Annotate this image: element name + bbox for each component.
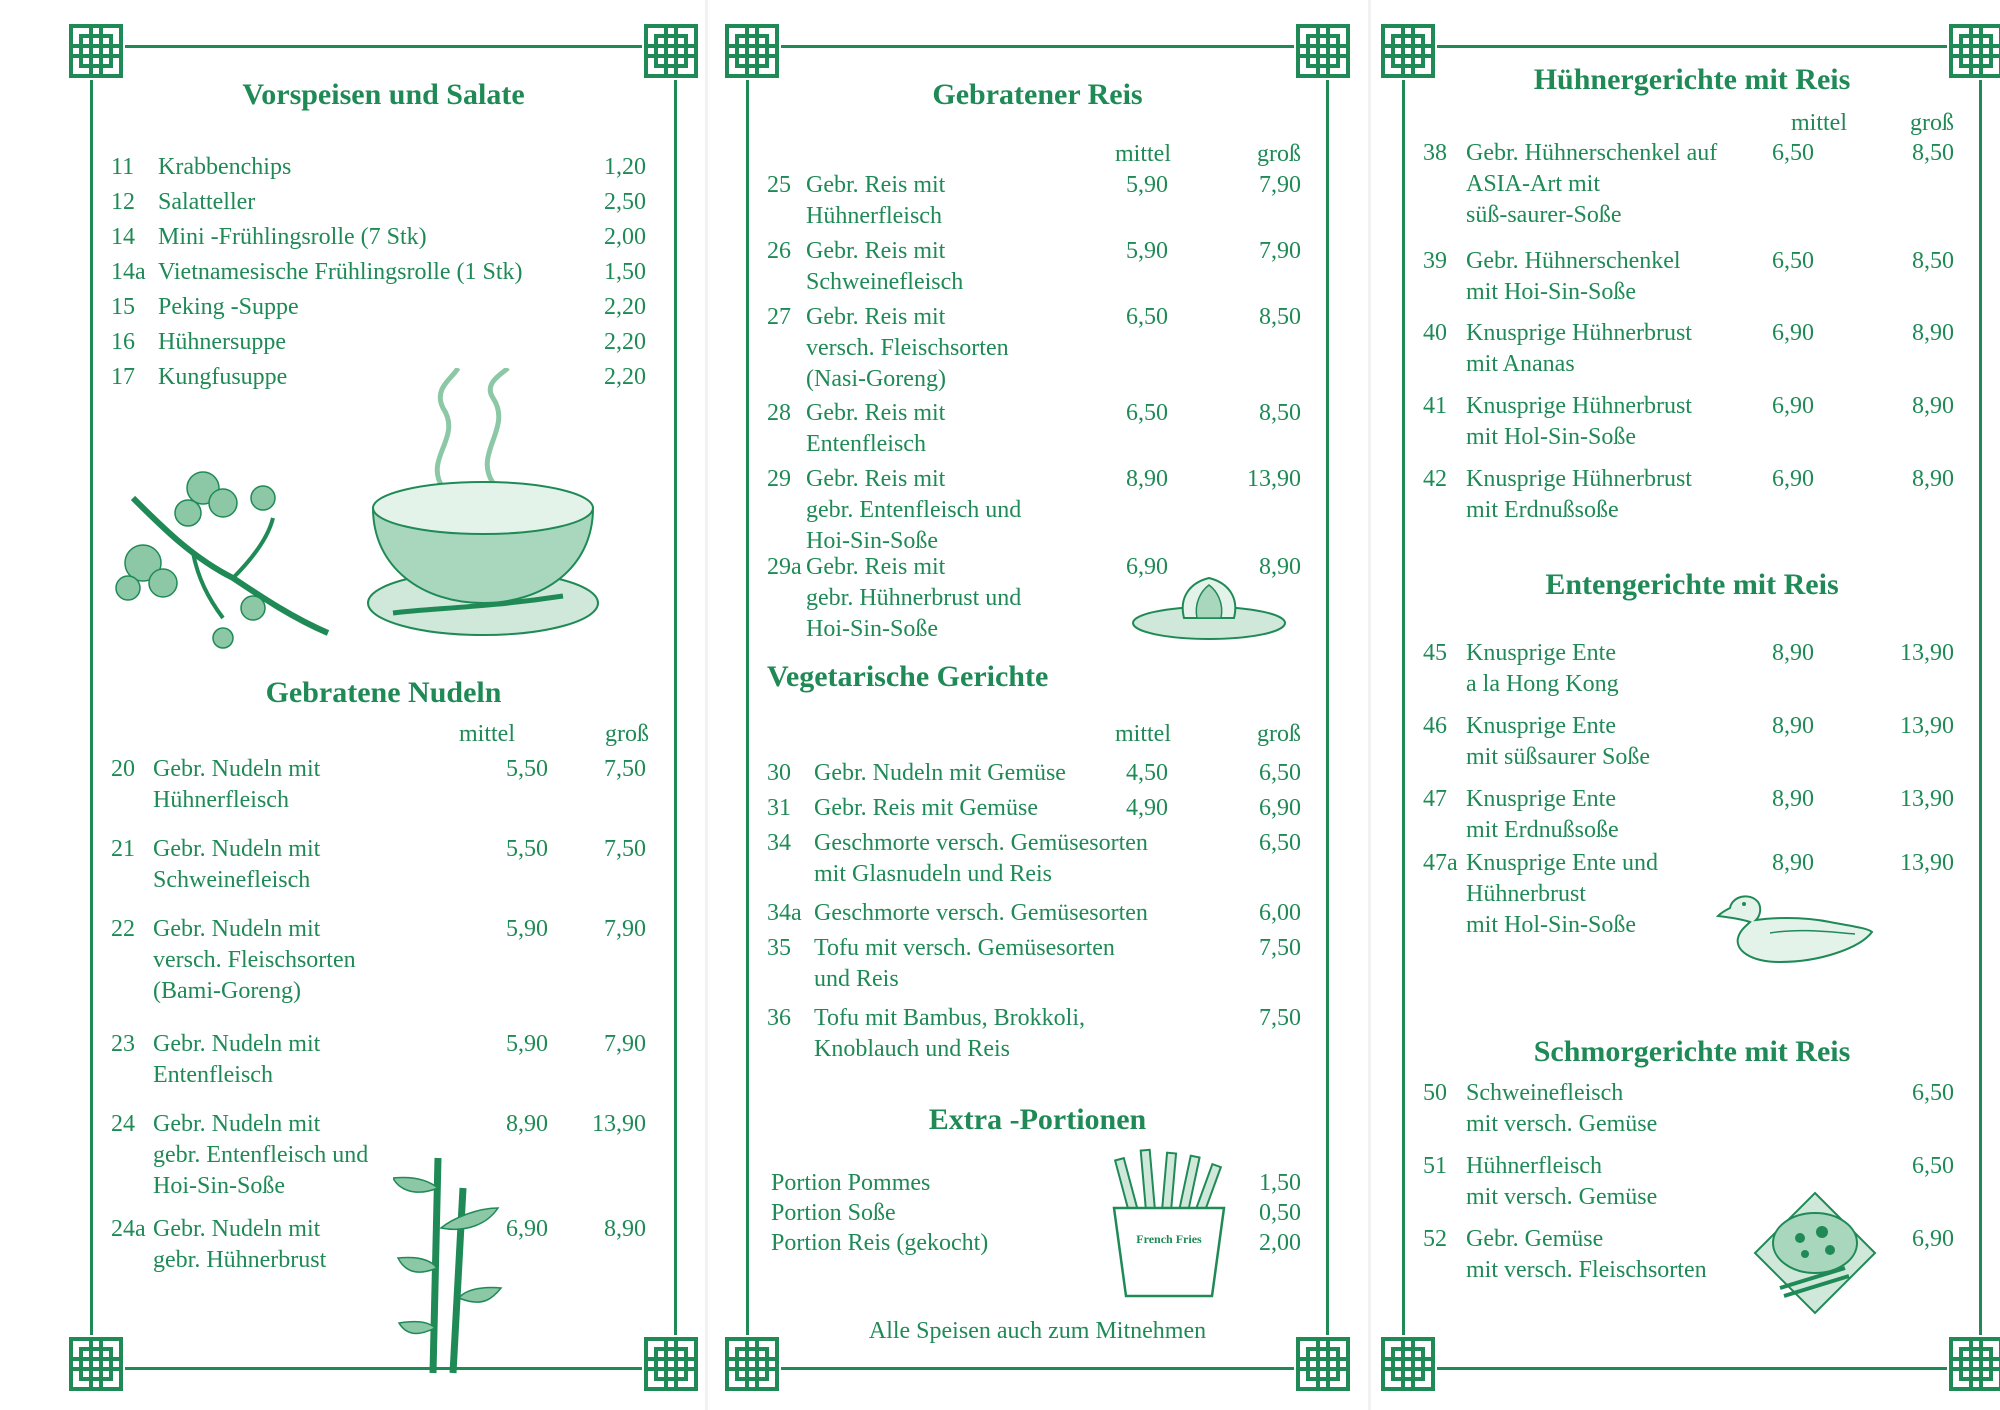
item-price: 2,20 bbox=[604, 294, 646, 320]
price-mittel: 5,90 bbox=[506, 916, 548, 942]
price-gross: 7,50 bbox=[604, 836, 646, 862]
price-mittel: 4,50 bbox=[1126, 760, 1168, 786]
bamboo-icon bbox=[393, 1148, 503, 1378]
menu-panel-left bbox=[90, 45, 677, 1370]
item-price: 6,50 bbox=[1912, 1153, 1954, 1179]
item-name: Tofu mit Bambus, Brokkoli, Knoblauch und Reis bbox=[814, 1005, 1085, 1062]
price-mittel: 8,90 bbox=[1772, 786, 1814, 812]
lotus-icon bbox=[1129, 573, 1289, 643]
item-name: Gebr. Nudeln mit gebr. Entenfleisch und Hoi-Sin-Soße bbox=[153, 1111, 369, 1199]
fold-line-2 bbox=[1368, 0, 1371, 1410]
price-mittel: 5,50 bbox=[506, 836, 548, 862]
section-title-ente: Entengerichte mit Reis bbox=[1545, 568, 1839, 601]
price-gross: 8,90 bbox=[1912, 320, 1954, 346]
item-number: 45 bbox=[1423, 640, 1447, 666]
item-number: 15 bbox=[111, 294, 135, 320]
item-number: 40 bbox=[1423, 320, 1447, 346]
price-mittel: 8,90 bbox=[1772, 850, 1814, 876]
price-gross: 13,90 bbox=[1900, 850, 1954, 876]
price-mittel: 6,50 bbox=[1126, 400, 1168, 426]
price-gross: 6,00 bbox=[1259, 900, 1301, 926]
menu-panel-right bbox=[1402, 45, 1982, 1370]
item-name: Gebr. Reis mit Entenfleisch bbox=[806, 400, 946, 457]
item-price: 2,00 bbox=[604, 224, 646, 250]
price-gross: 8,50 bbox=[1912, 140, 1954, 166]
column-header-mittel: mittel bbox=[1791, 110, 1847, 136]
item-number: 16 bbox=[111, 329, 135, 355]
column-header-mittel: mittel bbox=[1115, 721, 1171, 747]
column-header-mittel: mittel bbox=[459, 721, 515, 747]
item-number: 23 bbox=[111, 1031, 135, 1057]
price-mittel: 6,50 bbox=[1772, 248, 1814, 274]
item-number: 30 bbox=[767, 760, 791, 786]
cherry-blossom-icon bbox=[103, 458, 333, 658]
footer-note: Alle Speisen auch zum Mitnehmen bbox=[868, 1318, 1207, 1344]
item-name: Kungfusuppe bbox=[158, 364, 288, 390]
price-mittel: 8,90 bbox=[1126, 466, 1168, 492]
price-gross: 8,90 bbox=[1912, 466, 1954, 492]
price-gross: 8,90 bbox=[1259, 554, 1301, 580]
item-number: 11 bbox=[111, 154, 135, 180]
fries-label: French Fries bbox=[1136, 1232, 1202, 1246]
price-gross: 13,90 bbox=[1900, 640, 1954, 666]
menu-item bbox=[111, 187, 646, 218]
price-mittel: 5,90 bbox=[1126, 172, 1168, 198]
price-mittel: 4,90 bbox=[1126, 795, 1168, 821]
item-name: Knusprige Ente mit Erdnußsoße bbox=[1466, 786, 1619, 843]
item-number: 12 bbox=[111, 189, 135, 215]
item-number: 38 bbox=[1423, 140, 1447, 166]
item-price: 2,20 bbox=[604, 329, 646, 355]
item-name: Knusprige Hühnerbrust mit Erdnußsoße bbox=[1466, 466, 1692, 523]
price-mittel: 8,90 bbox=[1772, 713, 1814, 739]
item-number: 36 bbox=[767, 1005, 791, 1031]
price-gross: 7,90 bbox=[1259, 172, 1301, 198]
item-number: 14a bbox=[111, 259, 146, 285]
price-mittel: 5,90 bbox=[1126, 238, 1168, 264]
item-number: 34a bbox=[767, 900, 802, 926]
menu-item bbox=[111, 327, 646, 358]
item-name: Knusprige Hühnerbrust mit Hol-Sin-Soße bbox=[1466, 393, 1692, 450]
column-header-gross: groß bbox=[1257, 721, 1301, 747]
item-name: Portion Pommes bbox=[771, 1170, 931, 1196]
item-name: Gebr. Nudeln mit Schweinefleisch bbox=[153, 836, 321, 893]
price-mittel: 6,90 bbox=[506, 1216, 548, 1242]
item-number: 51 bbox=[1423, 1153, 1447, 1179]
item-price: 1,50 bbox=[604, 259, 646, 285]
item-price: 2,50 bbox=[604, 189, 646, 215]
item-name: Gebr. Reis mit Hühnerfleisch bbox=[806, 172, 946, 229]
menu-item bbox=[111, 257, 646, 288]
item-name: Vietnamesische Frühlingsrolle (1 Stk) bbox=[158, 259, 523, 285]
item-number: 35 bbox=[767, 935, 791, 961]
item-name: Krabbenchips bbox=[158, 154, 292, 180]
item-name: Hühnerfleisch mit versch. Gemüse bbox=[1466, 1153, 1658, 1210]
item-name: Gebr. Reis mit gebr. Entenfleisch und Hoi-Sin-Soße bbox=[806, 466, 1022, 554]
item-name: Geschmorte versch. Gemüsesorten bbox=[814, 900, 1148, 926]
item-number: 50 bbox=[1423, 1080, 1447, 1106]
column-header-gross: groß bbox=[1910, 110, 1954, 136]
soup-bowl-icon bbox=[363, 368, 603, 648]
item-name: Gebr. Reis mit Schweinefleisch bbox=[806, 238, 964, 295]
price-mittel: 6,90 bbox=[1772, 466, 1814, 492]
price-gross: 7,50 bbox=[1259, 935, 1301, 961]
item-number: 22 bbox=[111, 916, 135, 942]
price-mittel: 8,90 bbox=[506, 1111, 548, 1137]
item-number: 42 bbox=[1423, 466, 1447, 492]
price-mittel: 6,50 bbox=[1772, 140, 1814, 166]
price-gross: 7,90 bbox=[1259, 238, 1301, 264]
item-name: Gebr. Hühnerschenkel auf ASIA-Art mit süß-saurer-Soße bbox=[1466, 140, 1718, 228]
section-title-schmor: Schmorgerichte mit Reis bbox=[1533, 1035, 1851, 1068]
item-name: Schweinefleisch mit versch. Gemüse bbox=[1466, 1080, 1658, 1137]
item-price: 1,50 bbox=[1259, 1170, 1301, 1196]
item-number: 41 bbox=[1423, 393, 1447, 419]
item-name: Gebr. Hühnerschenkel mit Hoi-Sin-Soße bbox=[1466, 248, 1681, 305]
item-number: 47 bbox=[1423, 786, 1447, 812]
item-number: 46 bbox=[1423, 713, 1447, 739]
item-name: Gebr. Nudeln mit Hühnerfleisch bbox=[153, 756, 321, 813]
section-title-vorspeisen: Vorspeisen und Salate bbox=[242, 78, 525, 111]
item-number: 24 bbox=[111, 1111, 135, 1137]
item-price: 1,20 bbox=[604, 154, 646, 180]
item-name: Portion Soße bbox=[771, 1200, 896, 1226]
price-gross: 6,50 bbox=[1259, 760, 1301, 786]
item-name: Gebr. Nudeln mit gebr. Hühnerbrust bbox=[153, 1216, 327, 1273]
item-name: Tofu mit versch. Gemüsesorten und Reis bbox=[814, 935, 1115, 992]
column-header-gross: groß bbox=[605, 721, 649, 747]
price-gross: 7,90 bbox=[604, 1031, 646, 1057]
price-gross: 7,50 bbox=[604, 756, 646, 782]
menu-item bbox=[111, 152, 646, 183]
item-name: Knusprige Ente a la Hong Kong bbox=[1466, 640, 1619, 697]
price-gross: 8,50 bbox=[1912, 248, 1954, 274]
item-name: Knusprige Hühnerbrust mit Ananas bbox=[1466, 320, 1692, 377]
menu-item bbox=[111, 292, 646, 323]
price-mittel: 5,50 bbox=[506, 756, 548, 782]
menu-item bbox=[111, 222, 646, 253]
item-number: 24a bbox=[111, 1216, 146, 1242]
section-title-huhn: Hühnergerichte mit Reis bbox=[1533, 63, 1851, 96]
section-title-nudeln: Gebratene Nudeln bbox=[265, 676, 502, 709]
price-gross: 7,50 bbox=[1259, 1005, 1301, 1031]
item-name: Gebr. Nudeln mit versch. Fleischsorten (Bami-Goreng) bbox=[153, 916, 356, 1004]
item-price: 6,90 bbox=[1912, 1226, 1954, 1252]
column-header-mittel: mittel bbox=[1115, 141, 1171, 167]
item-price: 0,50 bbox=[1259, 1200, 1301, 1226]
price-gross: 8,50 bbox=[1259, 400, 1301, 426]
item-number: 20 bbox=[111, 756, 135, 782]
price-mittel: 6,90 bbox=[1126, 554, 1168, 580]
item-number: 25 bbox=[767, 172, 791, 198]
item-name: Salatteller bbox=[158, 189, 256, 215]
price-gross: 6,90 bbox=[1259, 795, 1301, 821]
item-price: 2,20 bbox=[604, 364, 646, 390]
price-gross: 13,90 bbox=[1900, 713, 1954, 739]
price-mittel: 6,50 bbox=[1126, 304, 1168, 330]
price-gross: 7,90 bbox=[604, 916, 646, 942]
item-number: 28 bbox=[767, 400, 791, 426]
item-name: Peking -Suppe bbox=[158, 294, 299, 320]
french-fries-icon bbox=[1104, 1148, 1234, 1298]
item-name: Knusprige Ente und Hühnerbrust mit Hol-Sin-Soße bbox=[1466, 850, 1658, 938]
price-gross: 8,90 bbox=[1912, 393, 1954, 419]
item-name: Gebr. Reis mit gebr. Hühnerbrust und Hoi-Sin-Soße bbox=[806, 554, 1022, 642]
item-name: Gebr. Reis mit versch. Fleischsorten (Nasi-Goreng) bbox=[806, 304, 1009, 392]
item-number: 47a bbox=[1423, 850, 1458, 876]
duck-icon bbox=[1710, 888, 1875, 968]
item-number: 39 bbox=[1423, 248, 1447, 274]
item-price: 2,00 bbox=[1259, 1230, 1301, 1256]
price-mittel: 6,90 bbox=[1772, 393, 1814, 419]
item-name: Geschmorte versch. Gemüsesorten mit Glasnudeln und Reis bbox=[814, 830, 1148, 887]
item-number: 26 bbox=[767, 238, 791, 264]
item-name: Gebr. Nudeln mit Gemüse bbox=[814, 760, 1066, 786]
section-title-reis: Gebratener Reis bbox=[932, 78, 1143, 111]
item-name: Mini -Frühlingsrolle (7 Stk) bbox=[158, 224, 427, 250]
price-gross: 8,90 bbox=[604, 1216, 646, 1242]
price-mittel: 6,90 bbox=[1772, 320, 1814, 346]
item-number: 17 bbox=[111, 364, 135, 390]
item-number: 27 bbox=[767, 304, 791, 330]
item-number: 29 bbox=[767, 466, 791, 492]
price-mittel: 5,90 bbox=[506, 1031, 548, 1057]
price-gross: 13,90 bbox=[1247, 466, 1301, 492]
item-name: Gebr. Gemüse mit versch. Fleischsorten bbox=[1466, 1226, 1707, 1283]
item-name: Knusprige Ente mit süßsaurer Soße bbox=[1466, 713, 1650, 770]
section-title-vegetarisch: Vegetarische Gerichte bbox=[767, 660, 1049, 693]
item-name: Gebr. Nudeln mit Entenfleisch bbox=[153, 1031, 321, 1088]
price-gross: 13,90 bbox=[1900, 786, 1954, 812]
price-gross: 13,90 bbox=[592, 1111, 646, 1137]
item-number: 14 bbox=[111, 224, 135, 250]
dish-icon bbox=[1750, 1188, 1880, 1318]
item-name: Gebr. Reis mit Gemüse bbox=[814, 795, 1038, 821]
item-price: 6,50 bbox=[1912, 1080, 1954, 1106]
section-title-extra: Extra -Portionen bbox=[928, 1103, 1147, 1136]
fold-line-1 bbox=[705, 0, 708, 1410]
price-gross: 8,50 bbox=[1259, 304, 1301, 330]
price-mittel: 8,90 bbox=[1772, 640, 1814, 666]
item-number: 52 bbox=[1423, 1226, 1447, 1252]
column-header-gross: groß bbox=[1257, 141, 1301, 167]
item-number: 29a bbox=[767, 554, 802, 580]
price-gross: 6,50 bbox=[1259, 830, 1301, 856]
item-name: Hühnersuppe bbox=[158, 329, 286, 355]
item-number: 31 bbox=[767, 795, 791, 821]
item-number: 21 bbox=[111, 836, 135, 862]
menu-panel-middle bbox=[746, 45, 1329, 1370]
item-number: 34 bbox=[767, 830, 791, 856]
item-name: Portion Reis (gekocht) bbox=[771, 1230, 989, 1256]
